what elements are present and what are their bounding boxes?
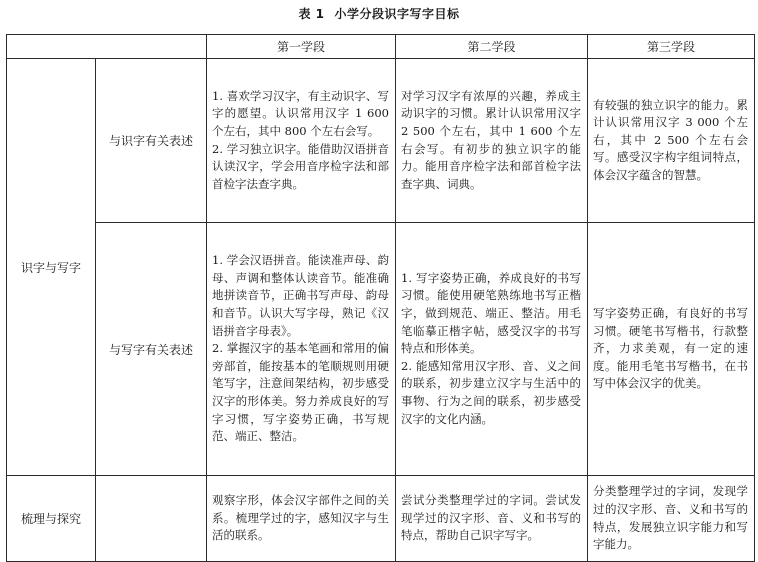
- cell-literacy-stage-1: [207, 59, 396, 223]
- cell-item: 对学习汉字有浓厚的兴趣，养成主动识字的习惯。累计认识常用汉字 2 500 个左右，其中 1 600 个左右会写。有初步的独立识字的能力。能用音序检字法和部首检字法查字典、词典。: [401, 88, 581, 191]
- cell-writing-stage-3: [588, 223, 755, 476]
- cell-item: 2. 能感知常用汉字形、音、义之间的联系，初步建立汉字与生活中的事物、行为之间的联系，初步感受汉字的文化内涵。: [401, 358, 581, 426]
- cell-sorting-stage-1: [207, 476, 396, 562]
- cell-item: 1. 学会汉语拼音。能读准声母、韵母、声调和整体认读音节。能准确地拼读音节，正确书写声母、韵母和音节。认识大写字母，熟记《汉语拼音字母表》。: [212, 253, 389, 338]
- cell-sorting-stage-3: [588, 476, 755, 562]
- table-row: [7, 476, 755, 562]
- cell-item: 观察字形，体会汉字部件之间的关系。梳理学过的字，感知汉字与生活的联系。: [212, 493, 389, 543]
- cell-item: 2. 学习独立识字。能借助汉语拼音认读汉字，学会用音序检字法和部首检字法查字典。: [212, 141, 389, 191]
- category-sorting-exploring: 梳理与探究: [7, 476, 96, 562]
- category-literacy-writing: 识字与写字: [7, 59, 96, 476]
- header-stage-3: 第三学段: [588, 35, 755, 59]
- cell-item: 1. 写字姿势正确，养成良好的书写习惯。能使用硬笔熟练地书写正楷字，做到规范、端正、整洁。用毛笔临摹正楷字帖，感受汉字的书写特点和形体美。: [401, 270, 581, 356]
- table-row: [7, 59, 755, 223]
- header-stage-1: 第一学段: [207, 35, 396, 59]
- cell-item: 尝试分类整理学过的字词。尝试发现学过的汉字形、音、义和书写的特点，帮助自己识字写字。: [401, 493, 581, 543]
- row-label-empty: [96, 476, 207, 562]
- table-row: [7, 223, 755, 476]
- cell-writing-stage-1: [207, 223, 396, 476]
- row-label-writing: 与写字有关表述: [96, 223, 207, 476]
- cell-item: 写字姿势正确，有良好的书写习惯。硬笔书写楷书，行款整齐，力求美观，有一定的速度。能用毛笔书写楷书，在书写中体会汉字的优美。: [593, 306, 748, 391]
- cell-literacy-stage-2: [396, 59, 588, 223]
- cell-item: 2. 掌握汉字的基本笔画和常用的偏旁部首，能按基本的笔顺规则用硬笔写字，注意间架结构，初步感受汉字的形体美。努力养成良好的写字习惯，写字姿势正确，书写规范、端正、整洁。: [212, 341, 389, 444]
- cell-item: 分类整理学过的字词，发现学过的汉字形、音、义和书写的特点，发展独立识字能力和写字能力。: [593, 484, 748, 552]
- cell-literacy-stage-3: [588, 59, 755, 223]
- goals-table: [6, 34, 755, 562]
- table-title: 小学分段识字写字目标: [334, 7, 460, 21]
- header-stage-2: 第二学段: [396, 35, 588, 59]
- header-row: [7, 35, 755, 59]
- table-number: 表 1: [298, 7, 325, 21]
- cell-writing-stage-2: [396, 223, 588, 476]
- cell-sorting-stage-2: [396, 476, 588, 562]
- table-caption: [0, 5, 758, 22]
- header-blank-cell: [7, 35, 207, 59]
- row-label-literacy: 与识字有关表述: [96, 59, 207, 223]
- cell-item: 有较强的独立识字的能力。累计认识常用汉字 3 000 个左右，其中 2 500 个左右会写。感受汉字构字组词特点，体会汉字蕴含的智慧。: [593, 97, 748, 182]
- cell-item: 1. 喜欢学习汉字，有主动识字、写字的愿望。认识常用汉字 1 600 个左右，其中 800 个左右会写。: [212, 88, 389, 138]
